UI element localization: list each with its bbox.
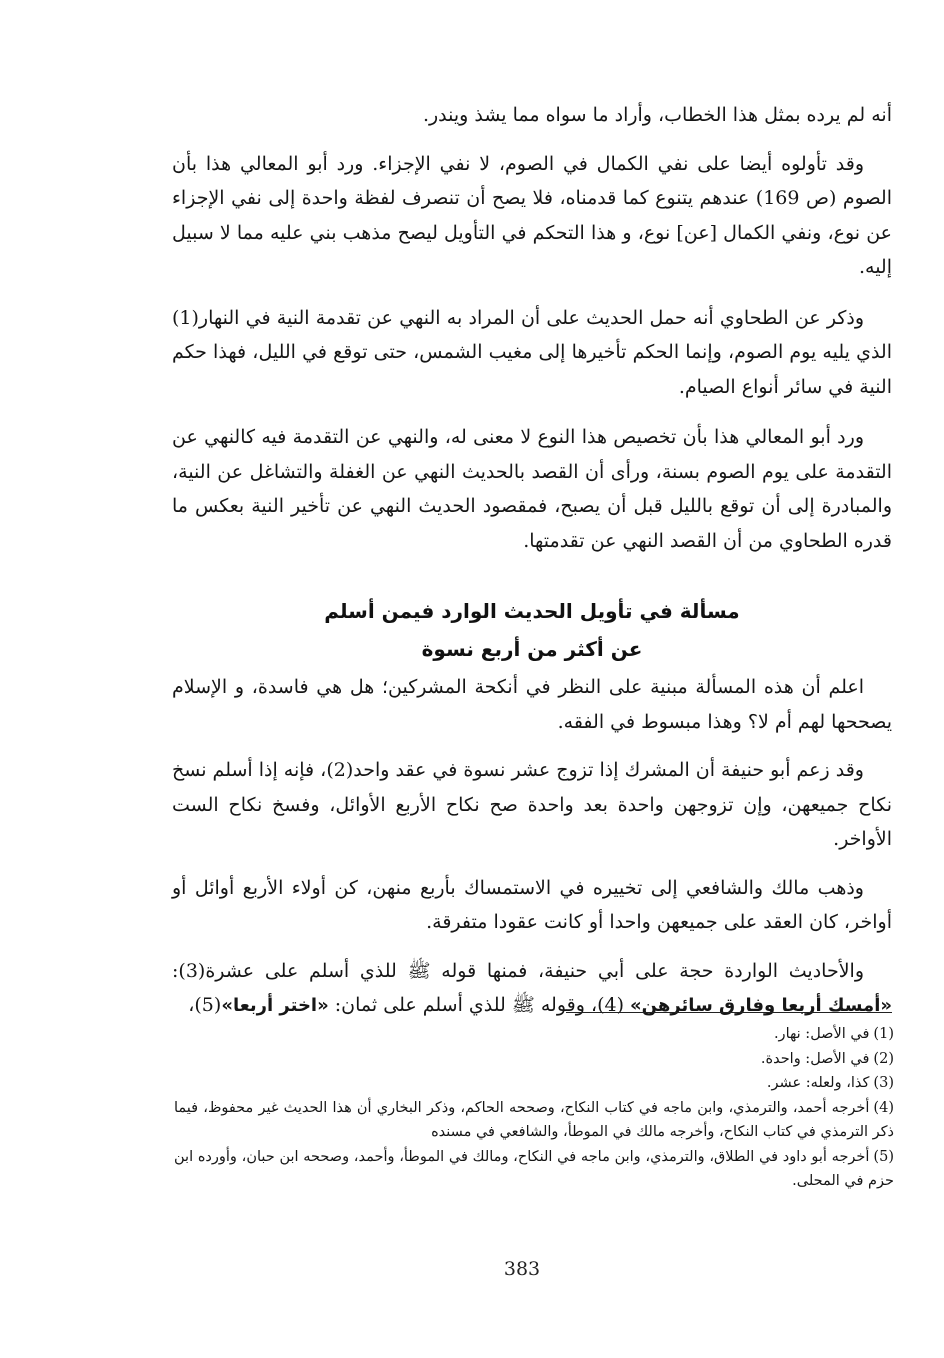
footnote-text: أخرجه أحمد، والترمذي، وابن ماجه في كتاب النكاح، وصححه الحاكم، وذكر البخاري أن هذا الحديث غير محفوظ، فيما ذكر الترمذي في كتاب النكاح، وأخرجه مالك في الموطأ، والشافعي في مسنده — [174, 1099, 894, 1140]
footnote — [174, 1145, 894, 1194]
paragraph: وقد تأولوه أيضا على نفي الكمال في الصوم، لا نفي الإجزاء. ورد أبو المعالي هذا بأن الصوم (ص 169) عندهم يتنوع كما قدمناه، فلا يصح أن تنصرف لفظة واحدة إلى نفي الإجزاء عن نوع، ونفي الكمال [عن] نوع، و هذا التحكم في التأويل ليصح مذهب بني عليه مما لا سبيل إليه. — [172, 152, 892, 278]
paragraph-text: (4)، وقوله ﷺ للذي أسلم على ثمان: — [328, 994, 631, 1016]
paragraph-text: (5)، — [188, 994, 222, 1016]
page-number: 383 — [503, 1258, 541, 1280]
footnotes — [174, 1022, 894, 1194]
hadith-quote: «أمسك أربعا وفارق سائرهن» — [630, 995, 892, 1016]
footnote-text: في الأصل: واحدة. — [760, 1050, 870, 1067]
heading-line-2: عن أكثر من أربع نسوة — [421, 637, 643, 661]
body-text-top — [172, 98, 892, 558]
footnote-number: (5) — [873, 1148, 894, 1165]
footnote-number: (4) — [873, 1099, 894, 1116]
heading-line-1: مسألة في تأويل الحديث الوارد فيمن أسلم — [324, 599, 740, 623]
paragraph: وذهب مالك والشافعي إلى تخييره في الاستمساك بأربع منهن، كن أولاء الأربع أوائل أو أواخر، كان العقد على جميعهن واحدا أو كانت عقودا متفرقة. — [172, 876, 892, 933]
paragraph — [172, 954, 892, 1024]
footnote-number: (3) — [873, 1075, 894, 1091]
footnote-divider — [566, 1012, 892, 1013]
footnote-text: كذا، ولعله: عشر. — [766, 1075, 870, 1091]
footnote — [174, 1096, 894, 1145]
footnote-number: (1) — [873, 1026, 894, 1042]
paragraph: وذكر عن الطحاوي أنه حمل الحديث على أن المراد به النهي عن تقدمة النية في النهار(1) الذي يليه يوم الصوم، وإنما الحكم تأخيرها إلى مغيب الشمس، حتى توقع في الليل، فهذا حكم النية في سائر أنواع الصيام. — [172, 306, 892, 398]
body-text-bottom — [172, 670, 892, 1024]
footnote-text: في الأصل: نهار. — [773, 1026, 870, 1042]
footnote — [174, 1022, 894, 1047]
paragraph: وقد زعم أبو حنيفة أن المشرك إذا تزوج عشر نسوة في عقد واحد(2)، فإنه إذا أسلم نسخ نكاح جميعهن، وإن تزوجهن واحدة بعد واحدة صح نكاح الأربع الأوائل، وفسخ نكاح الست الأواخر. — [172, 759, 892, 850]
footnote-number: (2) — [873, 1050, 894, 1067]
hadith-quote: «اختر أربعا» — [221, 995, 329, 1016]
paragraph: ورد أبو المعالي هذا بأن تخصيص هذا النوع لا معنى له، والنهي عن التقدمة فيه كالنهي عن التقدمة على يوم الصوم بسنة، ورأى أن القصد بالحديث النهي عن الغفلة والتشاغل عن النية، والمبادرة إلى أن توقع بالليل قبل أن يصبح، فمقصود الحديث النهي عن تأخير النية بعكس ما قدره الطحاوي من أن القصد النهي عن تقدمتها. — [172, 426, 892, 552]
paragraph: أنه لم يرده بمثل هذا الخطاب، وأراد ما سواه مما يشذ ويندر. — [422, 104, 892, 126]
footnote-text: أخرجه أبو داود في الطلاق، والترمذي، وابن ماجه في النكاح، ومالك في الموطأ، وأحمد، وصححه ابن حبان، وأورده ابن حزم في المحلى. — [174, 1148, 894, 1189]
section-heading — [0, 592, 944, 668]
paragraph: اعلم أن هذه المسألة مبنية على النظر في أنكحة المشركين؛ هل هي فاسدة، و الإسلام يصححها لهم أم لا؟ وهذا مبسوط في الفقه. — [172, 676, 892, 733]
footnote — [174, 1047, 894, 1072]
paragraph-text: والأحاديث الواردة حجة على أبي حنيفة، فمنها قوله ﷺ للذي أسلم على عشرة(3): — [172, 959, 864, 982]
footnote — [174, 1071, 894, 1096]
